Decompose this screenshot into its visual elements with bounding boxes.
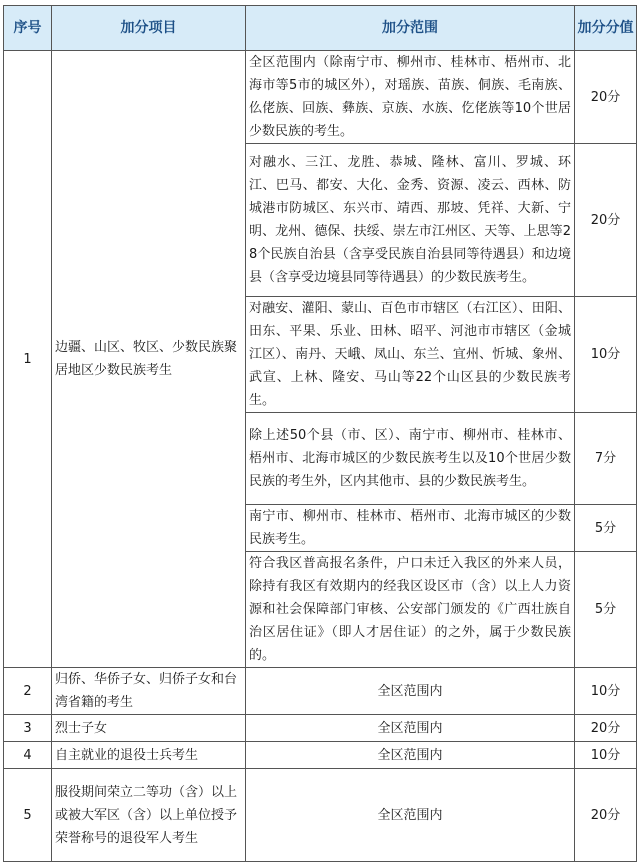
row-scope: 对融水、三江、龙胜、恭城、隆林、富川、罗城、环江、巴马、都安、大化、金秀、资源、凌云、西林、防城港市防城区、东兴市、靖西、那坡、凭祥、大新、宁明、龙州、德保、扶绥、崇左市江州区、天等、上思等28个民族自治县（含享受民族自治县同等待遇县）和边境县（含享受边境县同等待遇县）的少数民族考生。 <box>246 144 575 297</box>
row-points: 10分 <box>575 668 637 715</box>
row-points: 20分 <box>575 769 637 862</box>
row-scope: 除上述50个县（市、区）、南宁市、柳州市、桂林市、梧州市、北海市城区的少数民族考生以及10个世居少数民族的考生外，区内其他市、县的少数民族考生。 <box>246 413 575 505</box>
row-item: 归侨、华侨子女、归侨子女和台湾省籍的考生 <box>52 668 246 715</box>
row-no: 1 <box>4 51 52 668</box>
row-points: 10分 <box>575 297 637 413</box>
row-scope: 全区范围内 <box>246 769 575 862</box>
table-row <box>4 668 637 715</box>
header-item: 加分项目 <box>52 6 246 51</box>
row-points: 10分 <box>575 742 637 769</box>
row-item: 边疆、山区、牧区、少数民族聚居地区少数民族考生 <box>52 51 246 668</box>
table-row <box>4 742 637 769</box>
header-no: 序号 <box>4 6 52 51</box>
row-points: 20分 <box>575 144 637 297</box>
row-item: 自主就业的退役士兵考生 <box>52 742 246 769</box>
bonus-points-table <box>3 5 637 862</box>
header-points: 加分分值 <box>575 6 637 51</box>
row-points: 5分 <box>575 552 637 668</box>
row-scope: 南宁市、柳州市、桂林市、梧州市、北海市城区的少数民族考生。 <box>246 505 575 552</box>
row-points: 20分 <box>575 715 637 742</box>
row-scope: 全区范围内 <box>246 715 575 742</box>
row-scope: 符合我区普高报名条件，户口未迁入我区的外来人员，除持有我区有效期内的经我区设区市（含）以上人力资源和社会保障部门审核、公安部门颁发的《广西壮族自治区居住证》（即人才居住证）的之外，属于少数民族的。 <box>246 552 575 668</box>
row-no: 4 <box>4 742 52 769</box>
row-item: 烈士子女 <box>52 715 246 742</box>
row-points: 5分 <box>575 505 637 552</box>
row-item: 服役期间荣立二等功（含）以上或被大军区（含）以上单位授予荣誉称号的退役军人考生 <box>52 769 246 862</box>
table-row <box>4 715 637 742</box>
table-row <box>4 51 637 144</box>
row-no: 3 <box>4 715 52 742</box>
row-scope: 全区范围内 <box>246 668 575 715</box>
header-row <box>4 6 637 51</box>
row-points: 20分 <box>575 51 637 144</box>
header-scope: 加分范围 <box>246 6 575 51</box>
table-row <box>4 769 637 862</box>
row-no: 5 <box>4 769 52 862</box>
row-scope: 全区范围内（除南宁市、柳州市、桂林市、梧州市、北海市等5市的城区外），对瑶族、苗族、侗族、毛南族、仫佬族、回族、彝族、京族、水族、仡佬族等10个世居少数民族的考生。 <box>246 51 575 144</box>
row-points: 7分 <box>575 413 637 505</box>
row-scope: 全区范围内 <box>246 742 575 769</box>
row-scope: 对融安、灌阳、蒙山、百色市市辖区（右江区）、田阳、田东、平果、乐业、田林、昭平、河池市市辖区（金城江区）、南丹、天峨、凤山、东兰、宜州、忻城、象州、武宣、上林、隆安、马山等22个山区县的少数民族考生。 <box>246 297 575 413</box>
row-no: 2 <box>4 668 52 715</box>
